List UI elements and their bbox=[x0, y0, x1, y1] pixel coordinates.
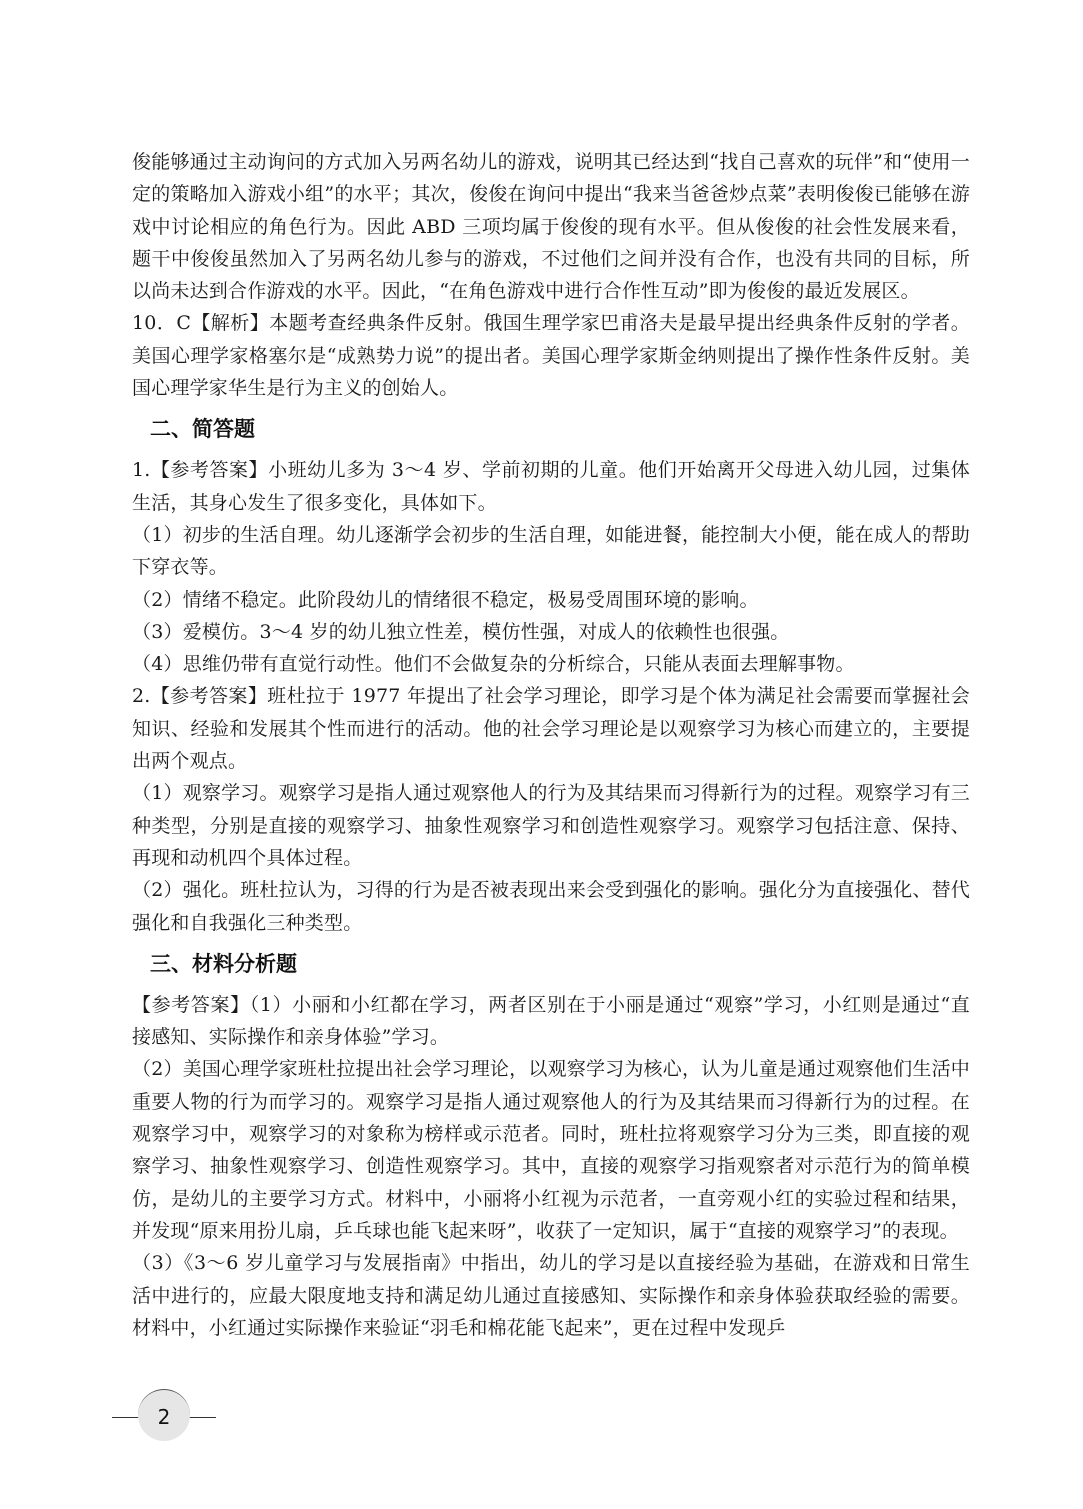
paragraph-material-answer-3: （3）《3～6 岁儿童学习与发展指南》中指出，幼儿的学习是以直接经验为基础，在游戏和日常生活中进行的，应最大限度地支持和满足幼儿通过直接感知、实际操作和亲身体验获取经验的需要。材料中，小红通过实际操作来验证“羽毛和棉花能飞起来”，更在过程中发现乒 bbox=[132, 1252, 970, 1339]
paragraph-q1-point-3: （3）爱模仿。3～4 岁的幼儿独立性差，模仿性强，对成人的依赖性也很强。 bbox=[132, 620, 790, 643]
footer-rule-right bbox=[188, 1417, 216, 1418]
paragraph-q1-answer: 1.【参考答案】小班幼儿多为 3～4 岁、学前初期的儿童。他们开始离开父母进入幼儿园，过集体生活，其身心发生了很多变化，具体如下。 bbox=[132, 459, 970, 514]
page-number: 2 bbox=[157, 1405, 171, 1429]
paragraph-q2-point-1: （1）观察学习。观察学习是指人通过观察他人的行为及其结果而习得新行为的过程。观察学习有三种类型，分别是直接的观察学习、抽象性观察学习和创造性观察学习。观察学习包括注意、保持、再现和动机四个具体过程。 bbox=[132, 782, 970, 869]
paragraph-material-answer-1: 【参考答案】（1）小丽和小红都在学习，两者区别在于小丽是通过“观察”学习，小红则是通过“直接感知、实际操作和亲身体验”学习。 bbox=[132, 993, 970, 1049]
paragraph-answer-10: 10．C【解析】本题考查经典条件反射。俄国生理学家巴甫洛夫是最早提出经典条件反射的学者。美国心理学家格塞尔是“成熟势力说”的提出者。美国心理学家斯金纳则提出了操作性条件反射。美国心理学家华生是行为主义的创始人。 bbox=[132, 312, 970, 400]
paragraph-q2-point-2: （2）强化。班杜拉认为，习得的行为是否被表现出来会受到强化的影响。强化分为直接强化、替代强化和自我强化三种类型。 bbox=[132, 879, 970, 934]
page-content bbox=[132, 146, 970, 1344]
paragraph-answer-9-continued: 俊能够通过主动询问的方式加入另两名幼儿的游戏，说明其已经达到“找自己喜欢的玩伴”和“使用一定的策略加入游戏小组”的水平；其次，俊俊在询问中提出“我来当爸爸炒点菜”表明俊俊已能够在游戏中讨论相应的角色行为。因此 ABD 三项均属于俊俊的现有水平。但从俊俊的社会性发展来看，题干中俊俊虽然加入了另两名幼儿参与的游戏，不过他们之间并没有合作，也没有共同的目标，所以尚未达到合作游戏的水平。因此，“在角色游戏中进行合作性互动”即为俊俊的最近发展区。 bbox=[132, 151, 970, 303]
paragraph-q1-point-4: （4）思维仍带有直觉行动性。他们不会做复杂的分析综合，只能从表面去理解事物。 bbox=[132, 653, 855, 676]
section-title-material-analysis: 三、材料分析题 bbox=[150, 951, 297, 976]
paragraph-q1-point-1: （1）初步的生活自理。幼儿逐渐学会初步的生活自理，如能进餐，能控制大小便，能在成人的帮助下穿衣等。 bbox=[132, 523, 970, 579]
page-footer bbox=[0, 1385, 260, 1465]
section-title-short-answer: 二、简答题 bbox=[150, 417, 255, 442]
paragraph-material-answer-2: （2）美国心理学家班杜拉提出社会学习理论，以观察学习为核心，认为儿童是通过观察他们生活中重要人物的行为而学习的。观察学习是指人通过观察他人的行为及其结果而习得新行为的过程。在观察学习中，观察学习的对象称为榜样或示范者。同时，班杜拉将观察学习分为三类，即直接的观察学习、抽象性观察学习、创造性观察学习。其中，直接的观察学习指观察者对示范行为的简单模仿，是幼儿的主要学习方式。材料中，小丽将小红视为示范者，一直旁观小红的实验过程和结果，并发现“原来用扮儿扇，乒乓球也能飞起来呀”，收获了一定知识，属于“直接的观察学习”的表现。 bbox=[132, 1058, 970, 1242]
paragraph-q2-answer: 2.【参考答案】班杜拉于 1977 年提出了社会学习理论，即学习是个体为满足社会需要而掌握社会知识、经验和发展其个性而进行的活动。他的社会学习理论是以观察学习为核心而建立的，主要提出两个观点。 bbox=[132, 685, 970, 773]
paragraph-q1-point-2: （2）情绪不稳定。此阶段幼儿的情绪很不稳定，极易受周围环境的影响。 bbox=[132, 588, 759, 611]
